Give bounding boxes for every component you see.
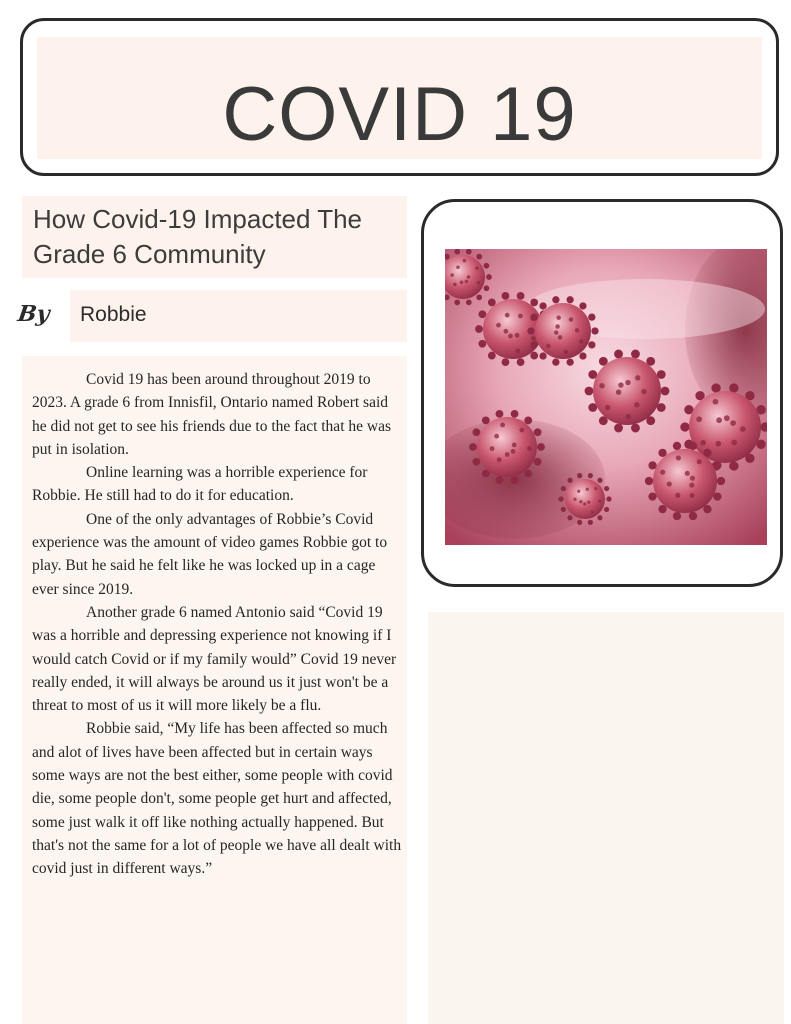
paragraph: Robbie said, “My life has been affected so much and alot of lives have been affected but in certain ways some ways are not the best either, some people with covid die, some people don't, some people get hurt and affected, some just walk it off like nothing actually happened. But that's not the same for a lot of people we have all dealt with covid just in different ways.”	[32, 720, 402, 878]
author-box	[70, 290, 407, 342]
paragraph: Covid 19 has been around throughout 2019 to 2023. A grade 6 from Innisfil, Ontario named Robert said he did not get to see his friends due to the fact that he was put in isolation.	[32, 371, 391, 458]
page-title: COVID 19	[222, 72, 577, 157]
paragraph: Another grade 6 named Antonio said “Covid 19 was a horrible and depressing experience not knowing if I would catch Covid or if my family would” Covid 19 never really ended, it will always be around us it just won't be a threat to most of us it will more likely be a flu.	[32, 603, 397, 715]
empty-column-panel	[428, 612, 784, 1024]
title-banner-background	[37, 37, 762, 159]
paragraph: Online learning was a horrible experience for Robbie. He still had to do it for education.	[32, 464, 368, 505]
title-banner	[20, 18, 779, 176]
coronavirus-image	[445, 249, 767, 545]
article-headline: How Covid-19 Impacted The Grade 6 Community	[33, 204, 363, 269]
byline-by-mark: By	[16, 301, 52, 327]
headline-box	[22, 196, 407, 278]
article-body	[32, 368, 402, 881]
article-body-panel	[22, 356, 407, 1024]
paragraph: One of the only advantages of Robbie’s Covid experience was the amount of video games Robbie got to play. But he said he felt like he was locked up in a cage ever since 2019.	[32, 510, 388, 598]
author-name: Robbie	[80, 303, 147, 326]
coronavirus-illustration	[445, 249, 767, 545]
